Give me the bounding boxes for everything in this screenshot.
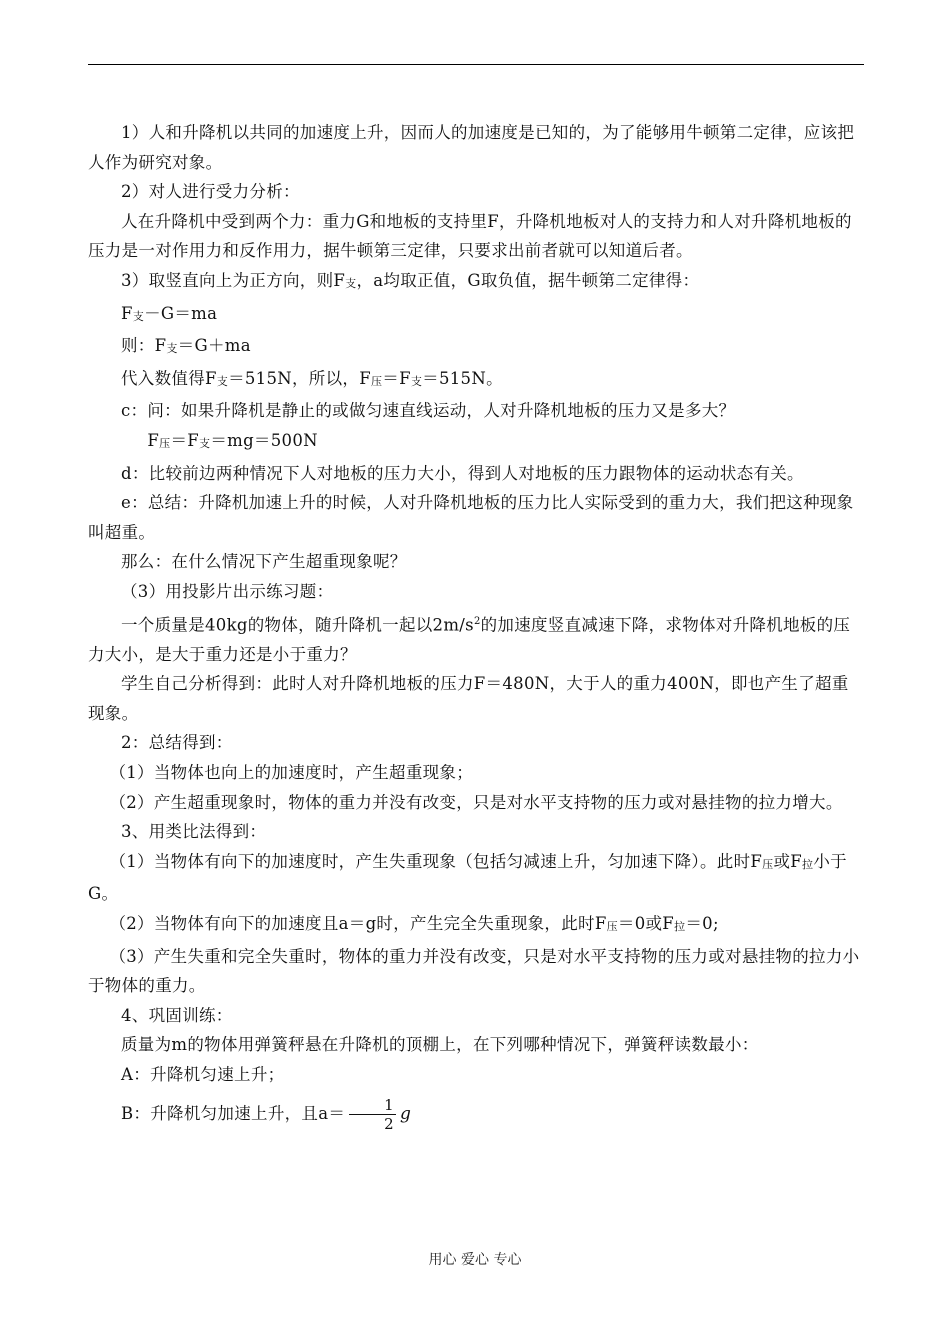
text-run: ＝F <box>382 368 411 388</box>
paragraph: 1）人和升降机以共同的加速度上升，因而人的加速度是已知的，为了能够用牛顿第二定律，应该把人作为研究对象。 <box>88 123 855 172</box>
paragraph: （1）当物体也向上的加速度时，产生超重现象； <box>109 762 474 782</box>
text-run: 3）取竖直向上为正方向，则F <box>121 270 346 290</box>
fraction-denominator: 2 <box>384 1114 395 1133</box>
subscript: 拉 <box>674 919 686 933</box>
paragraph: 人在升降机中受到两个力：重力G和地板的支持里F，升降机地板对人的支持力和人对升降机地板的压力是一对作用力和反作用力，据牛顿第三定律，只要求出前者就可以知道后者。 <box>88 211 852 261</box>
text-run: ＝mg＝500N <box>210 430 318 450</box>
text-run: 则：F <box>121 336 167 356</box>
subscript: 压 <box>762 857 774 871</box>
text-run: 的加速度竖直减速下降，求物体对升降机地板的压力大小，是大于重力还是小于重力？ <box>88 615 851 664</box>
paragraph <box>88 847 864 909</box>
header-rule <box>88 64 864 65</box>
subscript: 拉 <box>802 857 814 871</box>
text-run: －G＝ma <box>144 303 218 323</box>
subscript: 支 <box>132 309 145 323</box>
equation <box>88 331 864 364</box>
paragraph: 4、巩固训练： <box>121 1005 233 1025</box>
paragraph: d：比较前边两种情况下人对地板的压力大小，得到人对地板的压力跟物体的运动状态有关。 <box>121 463 804 483</box>
paragraph: （3）用投影片出示练习题： <box>121 581 334 601</box>
paragraph: 3、用类比法得到： <box>121 822 267 842</box>
page-footer: 用心 爱心 专心 <box>428 1252 522 1268</box>
subscript: 支 <box>410 374 423 388</box>
paragraph <box>88 607 864 670</box>
paragraph: （3）产生失重和完全失重时，物体的重力并没有改变，只是对水平支持物的压力或对悬挂物的拉力小于物体的重力。 <box>88 946 860 996</box>
text-run: 一个质量是40kg的物体，随升降机一起以2m/s <box>121 615 474 634</box>
fraction <box>349 1096 396 1133</box>
paragraph: 那么：在什么情况下产生超重现象呢？ <box>121 552 407 572</box>
paragraph <box>88 266 864 299</box>
paragraph: c：问：如果升降机是静止的或做匀速直线运动，人对升降机地板的压力又是多大？ <box>121 401 736 421</box>
paragraph: 质量为m的物体用弹簧秤悬在升降机的顶棚上，在下列哪种情况下，弹簧秤读数最小： <box>121 1035 759 1055</box>
subscript: 支 <box>166 342 178 356</box>
subscript: 压 <box>606 919 618 933</box>
gravity-symbol: g <box>400 1103 412 1124</box>
text-run: ＝F <box>170 430 200 450</box>
paragraph: （2）产生超重现象时，物体的重力并没有改变，只是对水平支持物的压力或对悬挂物的拉力增大。 <box>109 792 843 812</box>
paragraph: 2：总结得到： <box>121 733 233 753</box>
paragraph: e：总结：升降机加速上升的时候，人对升降机地板的压力比人实际受到的重力大，我们把这种现象叫超重。 <box>88 493 854 542</box>
text-run: 小于G。 <box>88 851 847 904</box>
text-run: 或F <box>773 851 803 871</box>
paragraph: 2）对人进行受力分析： <box>121 182 300 202</box>
text-run: （1）当物体有向下的加速度时，产生失重现象（包括匀减速上升，匀加速下降）。此时F <box>109 851 763 871</box>
subscript: 支 <box>199 436 211 450</box>
text-run: F <box>147 430 160 450</box>
equation <box>88 426 864 459</box>
text-run: ＝G＋ma <box>177 336 251 356</box>
text-run: 代入数值得F <box>121 368 217 388</box>
text-run: ＝0; <box>685 913 719 933</box>
subscript: 压 <box>370 374 383 388</box>
text-run: ＝515N，所以，F <box>228 368 371 388</box>
equation <box>88 364 864 397</box>
text-run: B：升降机匀加速上升，且a＝ <box>121 1103 346 1123</box>
text-run: （2）当物体有向下的加速度且a＝g时，产生完全失重现象，此时F <box>109 913 607 933</box>
superscript: 2 <box>473 615 481 627</box>
paragraph <box>88 909 864 942</box>
option-b <box>88 1096 864 1133</box>
option-a: A：升降机匀速上升； <box>121 1064 285 1084</box>
text-run: F <box>121 303 133 323</box>
subscript: 压 <box>159 436 171 450</box>
subscript: 支 <box>345 276 357 290</box>
text-run: ，a均取正值，G取负值，据牛顿第二定律得： <box>356 270 700 290</box>
document-body <box>88 118 864 1133</box>
text-run: ＝515N。 <box>422 368 503 388</box>
text-run: ＝0或F <box>617 913 675 933</box>
paragraph: 学生自己分析得到：此时人对升降机地板的压力F＝480N，大于人的重力400N，即也产生了超重现象。 <box>88 674 849 723</box>
fraction-numerator: 1 <box>349 1096 396 1115</box>
subscript: 支 <box>216 374 229 388</box>
equation <box>88 299 864 332</box>
